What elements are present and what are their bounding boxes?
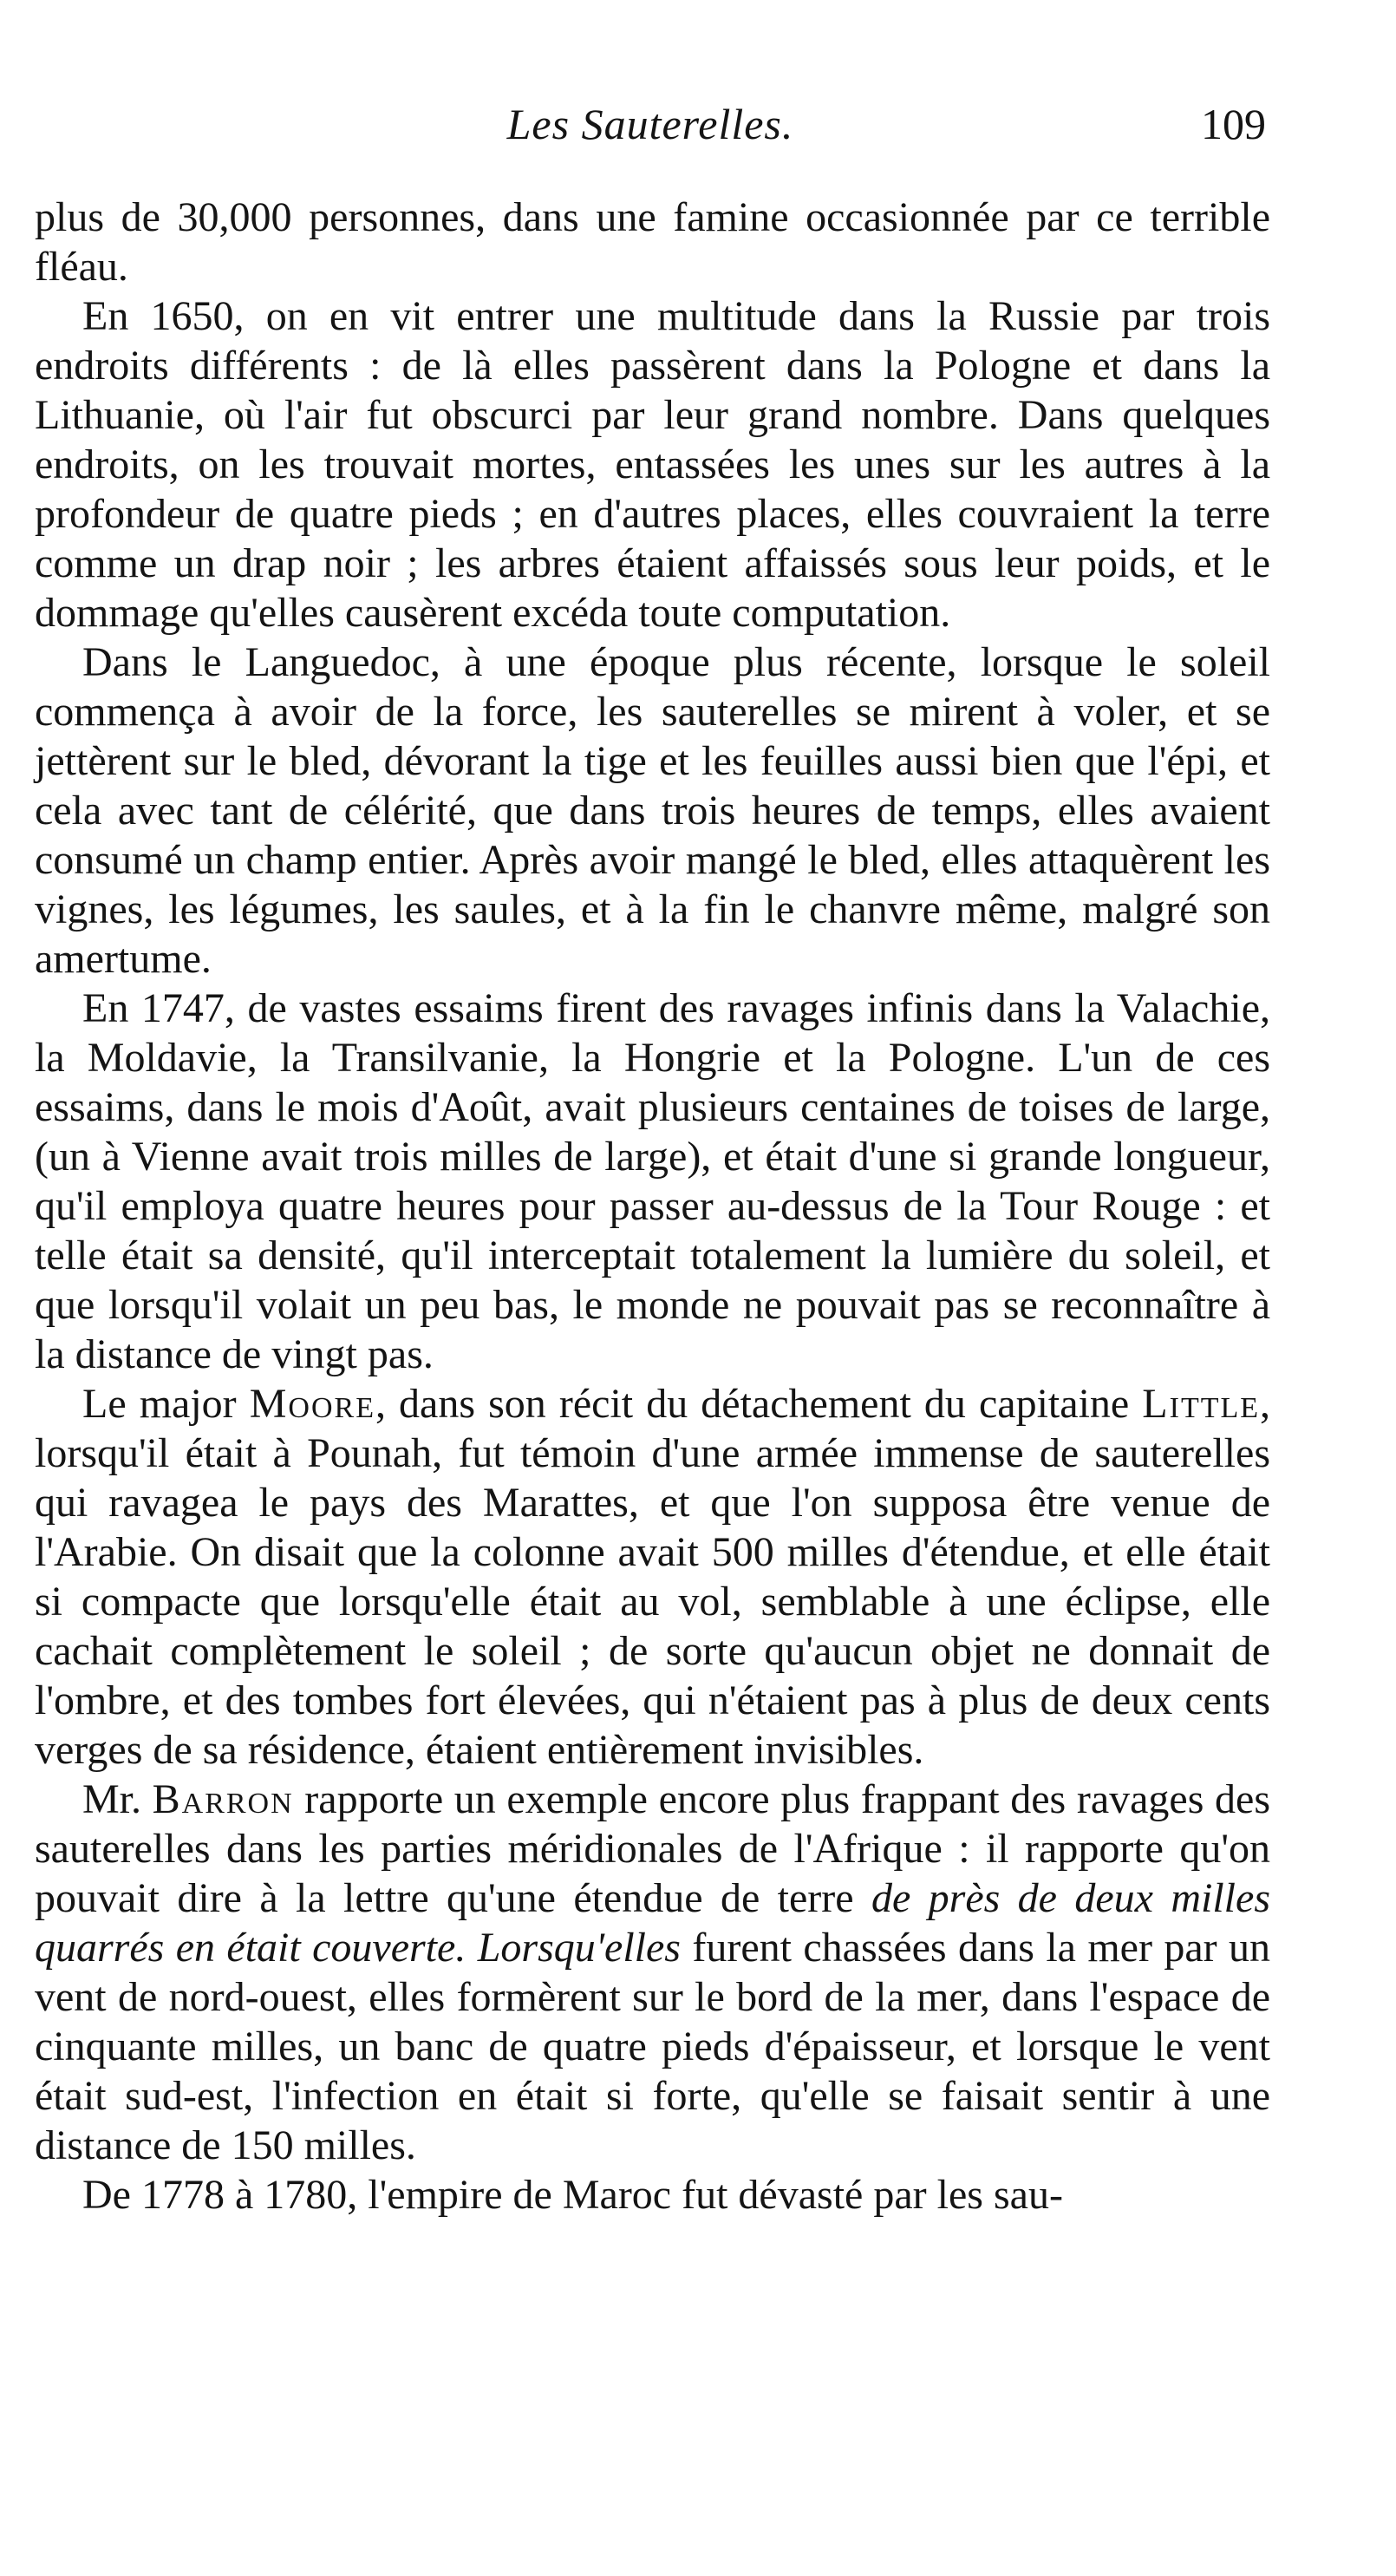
name-barron: Barron	[152, 1776, 294, 1822]
text-segment: furent chassées dans la mer par un vent de nord-ouest, elles formèrent sur le bord de la mer, dans l'espace de cinquante milles, un banc de quatre pieds d'épaisseur, et lorsque le vent était sud-est, l'infection en était si forte, qu'elle se faisait sentir à une distance de 150 milles.	[35, 1925, 1271, 2168]
name-little: Little	[1142, 1381, 1261, 1427]
text-segment: , lorsqu'il était à Pounah, fut témoin d'une armée immense de sauterelles qui ravagea le pays des Marattes, et que l'on supposa être venue de l'Arabie. On disait que la colonne avait 500 milles d'étendue, et elle était si compacte que lorsqu'elle était au vol, semblable à une éclipse, elle cachait complètement le soleil ; de sorte qu'aucun objet ne donnait de l'ombre, et des tombes fort élevées, qui n'étaient pas à plus de deux cents verges de sa résidence, étaient entièrement invisibles.	[35, 1381, 1271, 1773]
paragraph-maroc-1778: De 1778 à 1780, l'empire de Maroc fut dévasté par les sau-	[82, 2172, 1063, 2218]
name-moore: Moore	[249, 1381, 375, 1427]
italic-quote: de près de deux milles quarrés en était couverte. Lorsqu'elles	[35, 1875, 1270, 1971]
paragraph-languedoc: Dans le Languedoc, à une époque plus récente, lorsque le soleil commença à avoir de la force, les sauterelles se mirent à voler, et se jettèrent sur le bled, dévorant la tige et les feuilles aussi bien que l'épi, et cela avec tant de célérité, que dans trois heures de temps, elles avaient consumé un champ entier. Après avoir mangé le bled, elles attaquèrent les vignes, les légumes, les saules, et à la fin le chanvre même, malgré son amertume.	[35, 639, 1270, 982]
text-segment: Le major	[82, 1381, 250, 1427]
text-segment: Mr.	[82, 1776, 153, 1822]
running-head	[35, 94, 1266, 154]
paragraph-continuation: plus de 30,000 personnes, dans une famine occasionnée par ce terrible fléau.	[35, 194, 1270, 290]
running-title: Les Sauterelles.	[506, 100, 794, 148]
page-number: 109	[1201, 100, 1266, 148]
paragraph-1747-swarms: En 1747, de vastes essaims firent des ravages infinis dans la Valachie, la Moldavie, la Transilvanie, la Hongrie et la Pologne. L'un de ces essaims, dans le mois d'Août, avait plusieurs centaines de toises de large, (un à Vienne avait trois milles de large), et était d'une si grande longueur, qu'il employa quatre heures pour passer au-dessus de la Tour Rouge : et telle était sa densité, qu'il interceptait totalement la lumière du soleil, et que lorsqu'il volait un peu bas, le monde ne pouvait pas se reconnaître à la distance de vingt pas.	[35, 985, 1270, 1377]
text-segment: , dans son récit du détachement du capitaine	[375, 1381, 1143, 1427]
paragraph-russia-1650: En 1650, on en vit entrer une multitude dans la Russie par trois endroits différents : de là elles passèrent dans la Pologne et dans la Lithuanie, où l'air fut obscurci par leur grand nombre. Dans quelques endroits, on les trouvait mortes, entassées les unes sur les autres à la profondeur de quatre pieds ; en d'autres places, elles couvraient la terre comme un drap noir ; les arbres étaient affaissés sous leur poids, et le dommage qu'elles causèrent excéda toute computation.	[35, 293, 1270, 636]
text-segment: rapporte un exemple encore plus frappant des ravages des sauterelles dans les parties méridionales de l'Afrique : il rapporte qu'on pouvait dire à la lettre qu'une étendue de terre	[35, 1776, 1271, 1921]
paragraph-major-moore	[35, 1379, 1270, 1775]
paragraph-mr-barron	[35, 1775, 1270, 2170]
body-text	[35, 193, 1270, 2220]
